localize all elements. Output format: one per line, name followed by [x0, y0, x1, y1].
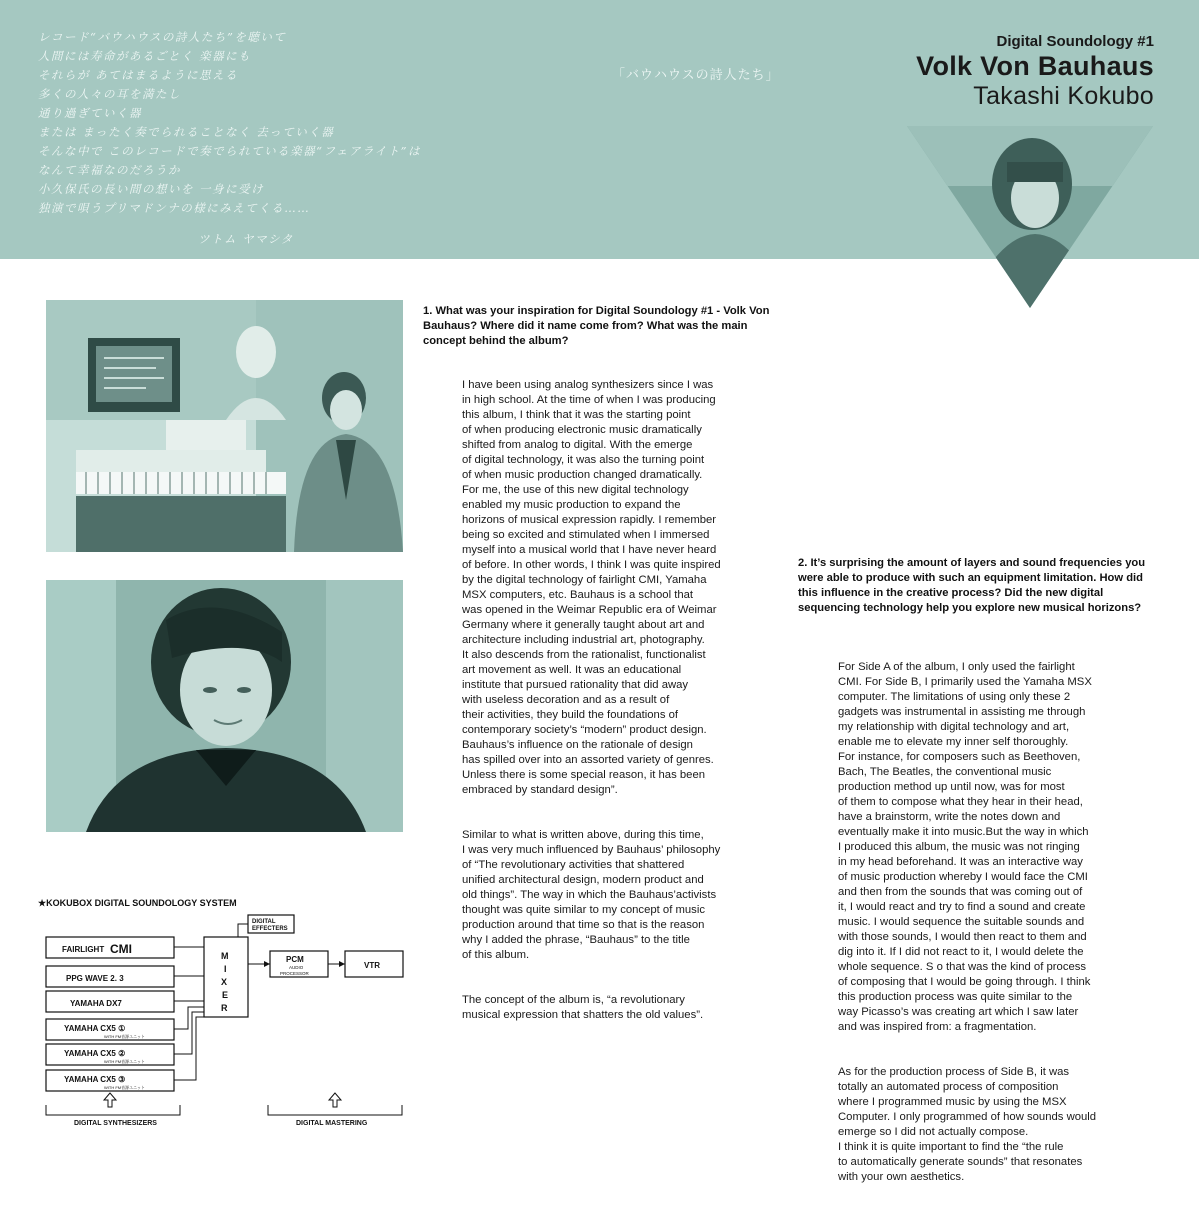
- svg-text:FAIRLIGHT: FAIRLIGHT: [62, 945, 105, 954]
- svg-text:M: M: [221, 951, 229, 961]
- label-digital-mastering: DIGITAL MASTERING: [296, 1120, 368, 1127]
- answer-1: [462, 363, 792, 1053]
- pcm-box: [270, 951, 328, 977]
- poem-signature: ツトム ヤマシタ: [198, 232, 294, 246]
- svg-text:DIGITAL: DIGITAL: [252, 919, 276, 925]
- svg-text:PPG WAVE 2. 3: PPG WAVE 2. 3: [66, 974, 124, 983]
- portrait-photo: [46, 580, 403, 832]
- japanese-title: 「バウハウスの詩人たち」: [612, 68, 780, 83]
- question-2: 2. It’s surprising the amount of layers and sound frequencies you were able to produce with such an equipment limitation. How did this influence in the creative process? Did the new digital sequencing technology help you explore new musical horizons?: [798, 557, 1146, 614]
- svg-text:AUDIO: AUDIO: [289, 965, 304, 970]
- triangle-portrait: [907, 126, 1153, 308]
- svg-text:R: R: [221, 1003, 228, 1013]
- poem-line: または まったく奏でられることなく 去っていく器: [38, 125, 335, 139]
- answer-paragraph: For Side A of the album, I only used the fairlight CMI. For Side B, I primarily used the Yamaha MSX computer. The limitations of using only these 2 gadgets was instrumental in assisting me through my relationship with digital technology and art, enable me to elevate my inner self thoroughly. For instance, for composers such as Beethoven, Bach, The Beatles, the conventional music production method up until now, was for most of them to compose what they hear in their head, have a brainstorm, write the notes down and eventually make it into music.But the way in which I produced this album, the music was not ringing in my head beforehand. It was an interactive way of music production whereby I would face the CMI and then from the sounds that was coming out of it, I would react and try to find a sound and create music. I would sequence the suitable sounds and with those sounds, I would then react to them and dig into it. If I did not react to it, I would delete the whole sequence. S o that was the kind of process of composing that I would be going through. I think this production process was quite similar to the way Picasso’s was creating art which I saw later and was inspired from: a fragmentation.: [838, 661, 1092, 1033]
- poem-line: 小久保氏の長い間の想いを 一身に受け: [38, 182, 265, 196]
- svg-text:YAMAHA CX5 ①: YAMAHA CX5 ①: [64, 1024, 126, 1033]
- svg-text:E: E: [222, 990, 229, 1000]
- poem-line: 通り過ぎていく器: [38, 106, 142, 120]
- synth-box: [46, 1070, 174, 1091]
- answer-2: [838, 645, 1156, 1215]
- svg-text:I: I: [224, 964, 227, 974]
- answer-paragraph: I have been using analog synthesizers since I was in high school. At the time of when I was producing this album, I think that it was the starting point of when producing electronic music dramatically shifted from analog to digital. With the emerge of digital technology, it was also the turning point of when music production changed dramatically. For me, the use of this new digital technology enabled my music production to expand the horizons of musical expression rapidly. I remember being so excited and stimulated when I immersed myself into a musical world that I have never heard of before. In other words, I think I was quite inspired by the digital technology of fairlight CMI, Yamaha MSX computers, etc. Bauhaus is a school that was opened in the Weimar Republic era of Weimar Germany where it generally taught about art and architecture including industrial art, photography. It also descends from the rationalist, functionalist art movement as well. It was an educational institute that pursued rationality that did away with useless decoration and as a result of their activities, they build the foundations of contemporary society’s “modern” product design. Bauhaus’s influence on the rationale of design has spilled over into an assorted variety of genres. Unless there is some special reason, it has been embraced by standard design”.: [462, 379, 721, 796]
- synth-box: [46, 966, 174, 987]
- svg-text:PCM: PCM: [286, 955, 304, 964]
- svg-text:YAMAHA CX5 ③: YAMAHA CX5 ③: [64, 1075, 126, 1084]
- synth-box: [46, 937, 174, 958]
- diagram-title: ★KOKUBOX DIGITAL SOUNDOLOGY SYSTEM: [38, 898, 237, 908]
- answer-paragraph: As for the production process of Side B, it was totally an automated process of composition where I programmed music by using the MSX Computer. I only programmed of how sounds would emerge so I did not actually compose. I think it is quite important to find the “the rule to automatically generate sounds” that resonates with your own aesthetics.: [838, 1066, 1097, 1183]
- svg-text:EFFECTERS: EFFECTERS: [252, 926, 288, 932]
- artist-name: Takashi Kokubo: [973, 82, 1154, 110]
- question-1: 1. What was your inspiration for Digital Soundology #1 - Volk Von Bauhaus? Where did it name come from? What was the main concept behind the album?: [423, 305, 770, 347]
- svg-text:WITH FM音源ユニット: WITH FM音源ユニット: [104, 1034, 145, 1039]
- mixer-box: [204, 937, 248, 1017]
- svg-text:WITH FM音源ユニット: WITH FM音源ユニット: [104, 1059, 145, 1064]
- synth-box: [46, 991, 174, 1012]
- svg-text:PROCESSOR: PROCESSOR: [280, 971, 309, 976]
- album-title: Volk Von Bauhaus: [916, 51, 1154, 81]
- answer-paragraph: Similar to what is written above, during this time, I was very much influenced by Bauhaus’ philosophy of “The revolutionary activities that shattered unified architectural design, modern product and old things”. The way in which the Bauhaus’activists thought was quite similar to my concept of music production around that time so that is the reason why I added the phrase, “Bauhaus” to the title of this album.: [462, 829, 721, 961]
- poem-line: 独演で唄うプリマドンナの様にみえてくる……: [38, 201, 311, 215]
- studio-photo: [46, 300, 403, 552]
- svg-text:YAMAHA DX7: YAMAHA DX7: [70, 999, 122, 1008]
- poem-line: そんな中で このレコードで奏でられている楽器“フェアライト”は: [38, 144, 421, 158]
- synth-box: [46, 1019, 174, 1040]
- svg-text:WITH FM音源ユニット: WITH FM音源ユニット: [104, 1085, 145, 1090]
- svg-text:CMI: CMI: [110, 942, 132, 956]
- series-title: Digital Soundology #1: [996, 33, 1154, 50]
- poem-line: レコード“バウハウスの詩人たち”を聴いて: [38, 30, 287, 44]
- svg-text:YAMAHA CX5 ②: YAMAHA CX5 ②: [64, 1049, 126, 1058]
- effecters-box: [248, 915, 294, 933]
- japanese-poem: [38, 28, 421, 249]
- system-diagram: [38, 895, 418, 1130]
- poem-line: なんて幸福なのだろうか: [38, 163, 181, 177]
- svg-text:VTR: VTR: [364, 961, 380, 970]
- poem-line: 多くの人々の耳を満たし: [38, 87, 181, 101]
- poem-line: 人間には寿命があるごとく 楽器にも: [38, 49, 252, 63]
- vtr-box: [345, 951, 403, 977]
- svg-text:X: X: [221, 977, 228, 987]
- poem-line: それらが あてはまるように思える: [38, 68, 239, 82]
- synth-box: [46, 1044, 174, 1065]
- answer-paragraph: The concept of the album is, “a revolutionary musical expression that shatters the old values”.: [462, 994, 704, 1021]
- label-digital-synthesizers: DIGITAL SYNTHESIZERS: [74, 1120, 157, 1127]
